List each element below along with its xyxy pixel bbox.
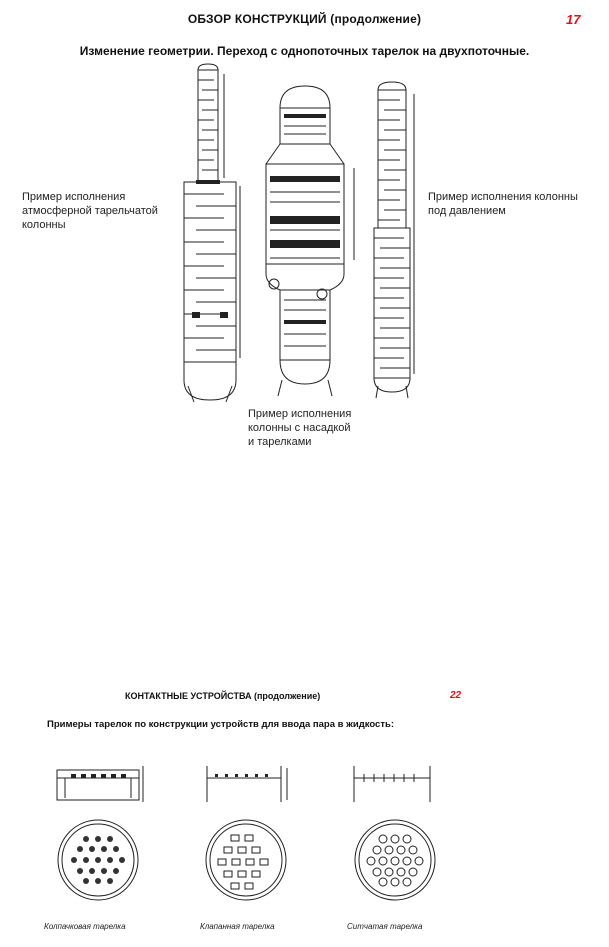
caption-line: Пример исполнения (248, 408, 352, 420)
sieve-tray-side-view (352, 764, 438, 804)
caption-line: колонны (22, 219, 66, 231)
slide2-subtitle: Примеры тарелок по конструкции устройств для ввода пара в жидкость: (47, 719, 394, 730)
slide2-title: КОНТАКТНЫЕ УСТРОЙСТВА (продолжение) (125, 691, 321, 701)
slide1-subtitle: Изменение геометрии. Переход с однопоточных тарелок на двухпоточные. (79, 44, 530, 58)
bubble-cap-tray-top-view (55, 817, 141, 903)
caption-atmospheric-column (22, 190, 158, 232)
caption-line: колонны с насадкой (248, 422, 351, 434)
bubble-cap-tray-side-view (55, 764, 145, 804)
valve-tray-side-view (205, 764, 291, 804)
pressure-column-drawing (370, 80, 420, 400)
caption-line: Пример исполнения (22, 191, 126, 203)
valve-tray-label: Клапанная тарелка (200, 922, 275, 931)
caption-line: под давлением (428, 205, 506, 217)
slide1-page-number: 17 (566, 12, 581, 27)
caption-pressure-column (428, 190, 578, 218)
packed-tray-column-drawing (260, 84, 368, 396)
sieve-tray-label: Ситчатая тарелка (347, 922, 423, 931)
atmospheric-column-drawing (180, 62, 250, 402)
caption-line: Пример исполнения колонны (428, 191, 578, 203)
caption-packed-column (248, 407, 351, 449)
caption-line: и тарелками (248, 436, 312, 448)
bubble-cap-tray-label: Колпачковая тарелка (44, 922, 126, 931)
slide2-page-number: 22 (450, 690, 462, 701)
valve-tray-top-view (203, 817, 289, 903)
caption-line: атмосферной тарельчатой (22, 205, 158, 217)
slide1-title: ОБЗОР КОНСТРУКЦИЙ (продолжение) (187, 12, 422, 26)
sieve-tray-top-view (352, 817, 438, 903)
